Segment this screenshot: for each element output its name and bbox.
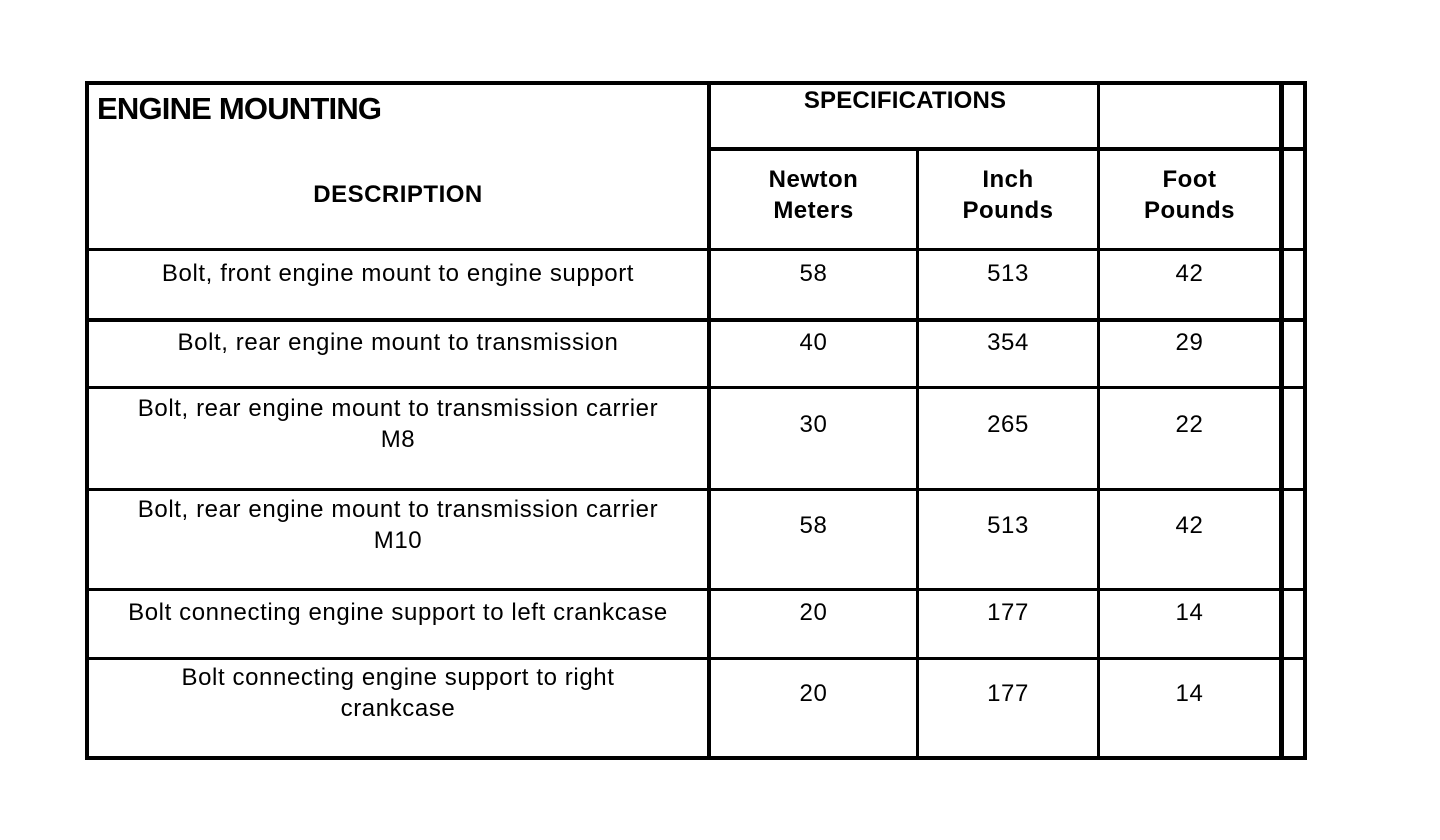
description-header-text: DESCRIPTION — [313, 181, 483, 208]
spec-table — [85, 81, 1307, 760]
row-divider-2 — [85, 386, 1307, 389]
table-row-6-inlb: 177 — [987, 679, 1029, 707]
table-row-1-description — [89, 255, 707, 291]
table-row-5-ftlb: 14 — [1175, 598, 1204, 626]
table-row-6-description-line1: Bolt connecting engine support to right — [181, 664, 615, 691]
header-foot-pounds — [1100, 151, 1279, 248]
table-border-bottom — [85, 756, 1307, 760]
header-newton-meters-line2: Meters — [773, 196, 854, 224]
header-inch-pounds-line2: Pounds — [962, 196, 1054, 224]
specifications-label: SPECIFICATIONS — [803, 87, 1007, 114]
table-row-4-ftlb: 42 — [1175, 511, 1204, 539]
table-row-2-ftlb: 29 — [1175, 328, 1204, 356]
row-divider-3 — [85, 488, 1307, 491]
description-header — [89, 151, 707, 248]
table-row-1-ftlb: 42 — [1175, 259, 1204, 287]
table-row-6-description — [89, 662, 707, 724]
table-row-2-inlb: 354 — [987, 328, 1029, 356]
table-row-3-description-line1: Bolt, rear engine mount to transmission carrier — [137, 395, 659, 422]
table-row-5-nm: 20 — [799, 598, 828, 626]
table-row-4-inlb: 513 — [987, 511, 1029, 539]
table-row-4-description — [89, 494, 707, 556]
table-row-3-nm: 30 — [799, 410, 828, 438]
table-row-1-nm: 58 — [799, 259, 828, 287]
table-row-4-description-line1: Bolt, rear engine mount to transmission carrier — [137, 496, 659, 523]
header-newton-meters-line1: Newton — [768, 165, 859, 193]
table-row-3-ftlb: 22 — [1175, 410, 1204, 438]
row-divider-4 — [85, 588, 1307, 591]
table-border-top — [85, 81, 1307, 85]
table-title: ENGINE MOUNTING — [97, 91, 382, 126]
table-row-2-description — [89, 324, 707, 360]
header-foot-pounds-line1: Foot — [1162, 165, 1217, 193]
table-row-5-inlb: 177 — [987, 598, 1029, 626]
table-row-2-nm: 40 — [799, 328, 828, 356]
header-foot-pounds-line2: Pounds — [1144, 196, 1235, 224]
row-divider-1 — [85, 318, 1307, 322]
table-row-2-description-text: Bolt, rear engine mount to transmission — [177, 328, 619, 356]
header-inch-pounds — [919, 151, 1097, 248]
table-row-5-description-text: Bolt connecting engine support to left crankcase — [128, 598, 668, 626]
row-divider-5 — [85, 657, 1307, 660]
table-row-6-nm: 20 — [799, 679, 828, 707]
header-newton-meters — [711, 151, 916, 248]
table-row-6-description-line2: crankcase — [340, 695, 456, 722]
table-row-5-description — [89, 594, 707, 630]
table-row-4-nm: 58 — [799, 511, 828, 539]
header-divider-bottom — [85, 248, 1307, 251]
table-row-3-description — [89, 393, 707, 455]
table-row-3-inlb: 265 — [987, 410, 1029, 438]
table-row-1-inlb: 513 — [987, 259, 1029, 287]
table-row-6-ftlb: 14 — [1175, 679, 1204, 707]
table-row-3-description-line2: M8 — [380, 426, 416, 453]
table-row-1-description-text: Bolt, front engine mount to engine support — [161, 259, 635, 287]
table-row-4-description-line2: M10 — [373, 527, 423, 554]
header-inch-pounds-line1: Inch — [982, 165, 1034, 193]
